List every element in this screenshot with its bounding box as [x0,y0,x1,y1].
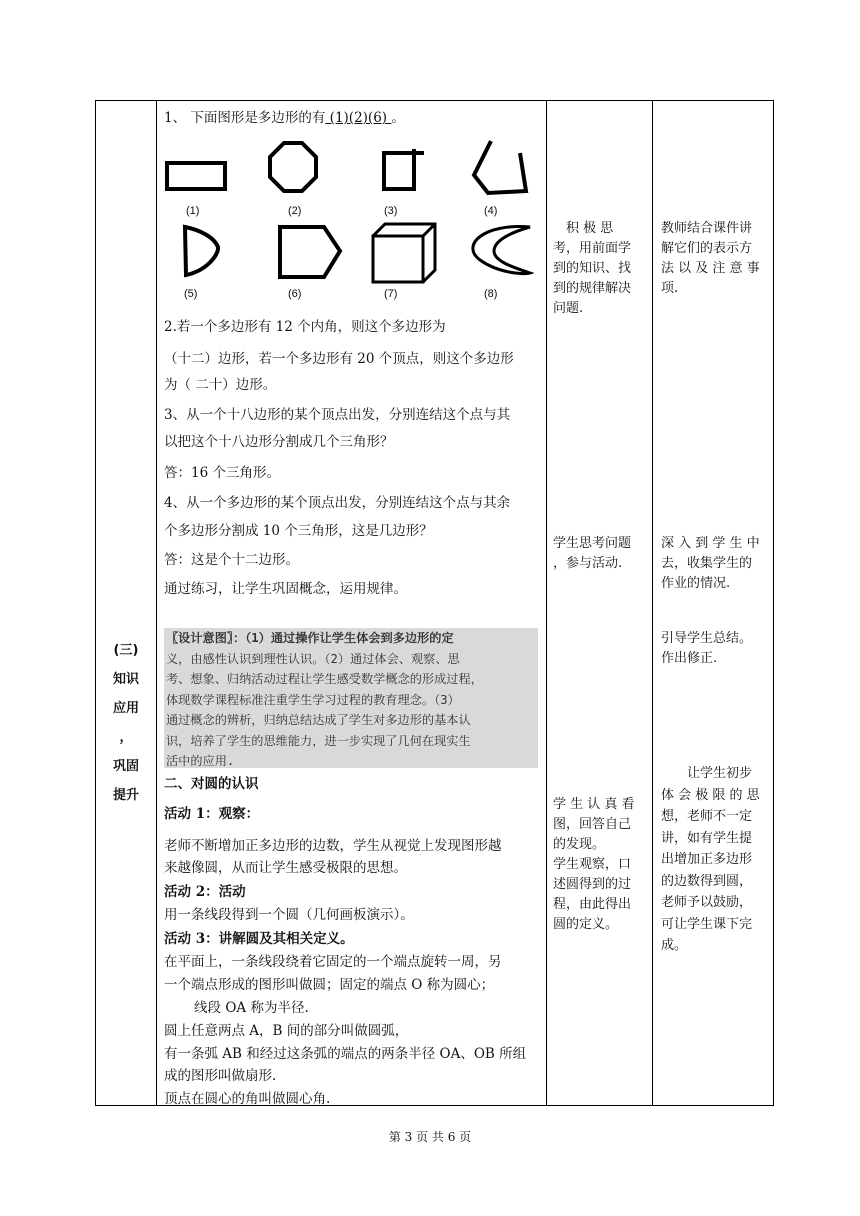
activity-3-title: 活动 3：讲解圆及其相关定义。 [164,931,354,947]
definition-line: 顶点在圆心的角叫做圆心角. [164,1091,331,1105]
activity-2-line: 用一条线段得到一个圆（几何画板演示）。 [164,907,414,923]
shape-label: (4) [484,205,498,217]
shape-label: (5) [184,288,198,300]
shape-label: (7) [384,288,398,300]
activity-1-line: 老师不断增加正多边形的边数，学生从视觉上发现图形越 [164,838,502,854]
shape-label: (2) [288,205,302,217]
question-2-line: （十二）边形，若一个多边形有 20 个顶点，则这个多边形 [164,351,514,367]
page-footer: 第 3 页 共 6 页 [388,1130,472,1144]
definition-line: 圆上任意两点 A，B 间的部分叫做圆弧， [164,1023,409,1039]
definition-line: 在平面上，一条线段绕着它固定的一个端点旋转一周，另 [164,954,502,970]
polygon-figures [164,135,534,305]
practice-summary: 通过练习，让学生巩固概念，运用规律。 [164,581,407,597]
shape-pentagon [280,227,340,277]
question-4-answer: 答：这是个十二边形。 [164,552,299,568]
teacher-note: 教师结合课件讲 解它们的表示方 法 以 及 注 意 事 项. [661,221,760,296]
teacher-note: 让学生初步 体 会 极 限 的 思 想，老师不一定 讲，如有学生提 出增加正多边形 的边数得到圆， 老师予以鼓励， 可让学生课下完 成。 [661,766,760,953]
lesson-table [95,100,774,1106]
shape-cube [373,224,435,282]
shape-label: (6) [288,288,302,300]
shape-label: (8) [484,288,498,300]
shape-open-square [384,149,424,189]
question-4-line: 4、从一个多边形的某个顶点出发，分别连结这个点与其余 [164,495,511,511]
stage-label: (三) 知识 应用 ， 巩固 提升 [112,643,139,803]
teacher-note: 引导学生总结。 作出修正. [661,631,753,666]
teacher-activity-column [661,101,769,1105]
question-4-line: 个多边形分割成 10 个三角形，这是几边形？ [164,523,433,539]
shape-open-quadrilateral [474,141,526,193]
student-note: 积 极 思 考，用前面学 到的知识、找 到的规律解决 问题. [553,221,632,316]
question-3-answer: 答：16 个三角形。 [164,465,280,481]
shape-octagon [270,143,316,191]
activity-2-title: 活动 2：活动 [164,884,246,900]
activity-1-line: 来越像圆，从而让学生感受极限的思想。 [164,860,407,876]
student-note: 学生思考问题 ，参与活动. [553,536,632,571]
definition-line: 一个端点形成的图形叫做圆；固定的端点 O 称为圆心； [164,977,495,993]
circle-section-heading: 二、对圆的认识 [164,776,259,792]
shape-rectangle [167,163,225,189]
question-3-line: 3、从一个十八边形的某个顶点出发，分别连结这个点与其 [164,407,511,423]
shape-sector [185,227,218,275]
definition-line: 线段 OA 称为半径. [164,1000,309,1016]
definition-line: 成的图形叫做扇形. [164,1068,277,1084]
content-column [164,101,544,1105]
shapes-drawing [164,135,534,305]
teacher-note: 深 入 到 学 生 中 去，收集学生的 作业的情况. [661,536,760,591]
question-1-answer: (1)(2)(6) [325,110,392,126]
shape-crescent [473,227,530,274]
activity-1-title: 活动 1：观察： [164,806,260,822]
shape-label: (3) [384,205,398,217]
question-3-line: 以把这个十八边形分割成几个三角形？ [164,434,394,450]
question-1: 1、 下面图形是多边形的有 (1)(2)(6) 。 [164,110,405,126]
shape-label: (1) [186,205,200,217]
design-intent-box: 〖设计意图〗：（1）通过操作让学生体会到多边形的定 义，由感性认识到理性认识。（2）通过体会、观察、思 考、想象、归纳活动过程让学生感受数学概念的形成过程， 体现数学课程标准注重学生学习过程的教育理念。（3） 通过概念的辨析，归纳总结达成了学生对多边形的基本认 识，培养了学生的思维能力，进一步实现了几何在现实生 活中的应用. [164,628,538,768]
question-2-line: 为（ 二十）边形。 [164,377,277,393]
student-note: 学 生 认 真 看 图，回答自己 的发现。 学生观察，口 述圆得到的过 程，由此得出 圆的定义。 [553,797,635,932]
student-activity-column [553,101,651,1105]
definition-line: 有一条弧 AB 和经过这条弧的端点的两条半径 OA、OB 所组 [164,1046,527,1062]
stage-column [96,101,156,1105]
question-2-line: 2.若一个多边形有 12 个内角，则这个多边形为 [164,319,446,335]
